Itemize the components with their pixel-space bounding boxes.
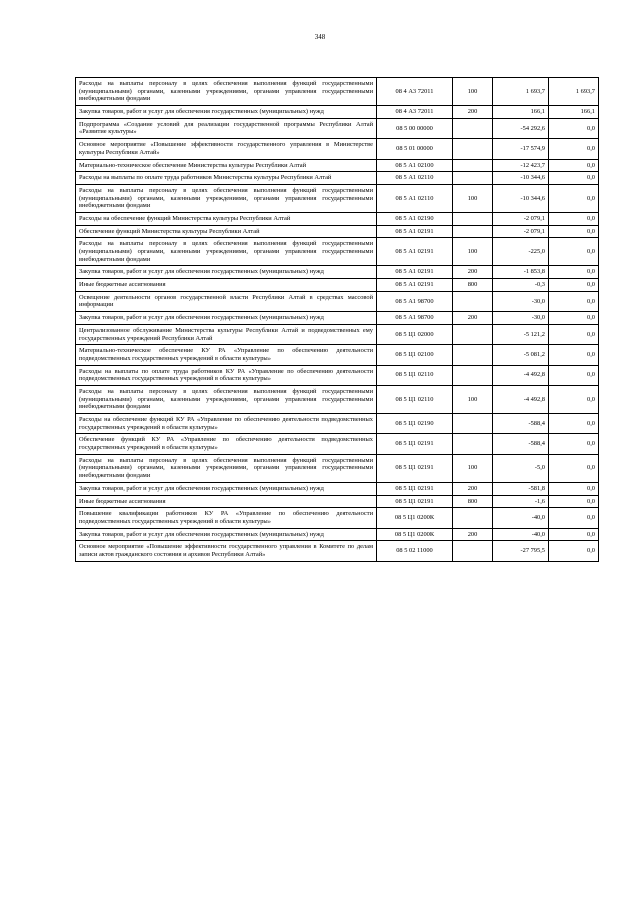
cell-amount-change: -10 344,6 <box>493 184 549 212</box>
cell-amount-second: 0,0 <box>549 238 599 266</box>
cell-amount-change: -2 079,1 <box>493 212 549 225</box>
cell-expense-type <box>453 291 493 311</box>
table-row <box>76 184 599 212</box>
cell-amount-second: 0,0 <box>549 172 599 185</box>
cell-target-code: 08 5 Ц1 02110 <box>377 365 453 385</box>
cell-amount-change: -588,4 <box>493 414 549 434</box>
cell-expense-type <box>453 414 493 434</box>
cell-target-code: 08 5 А1 02191 <box>377 238 453 266</box>
cell-description: Закупка товаров, работ и услуг для обеспечения государственных (муниципальных) нужд <box>76 312 377 325</box>
cell-description: Закупка товаров, работ и услуг для обеспечения государственных (муниципальных) нужд <box>76 528 377 541</box>
cell-amount-second: 0,0 <box>549 528 599 541</box>
cell-amount-second: 0,0 <box>549 279 599 292</box>
cell-expense-type: 200 <box>453 528 493 541</box>
cell-amount-change: 166,1 <box>493 106 549 119</box>
cell-expense-type: 200 <box>453 482 493 495</box>
cell-expense-type: 100 <box>453 385 493 413</box>
cell-amount-change: -5,0 <box>493 454 549 482</box>
cell-expense-type: 100 <box>453 184 493 212</box>
table-row <box>76 365 599 385</box>
cell-expense-type: 200 <box>453 312 493 325</box>
table-row <box>76 454 599 482</box>
cell-amount-change: -10 344,6 <box>493 172 549 185</box>
cell-target-code: 08 5 Ц1 02191 <box>377 482 453 495</box>
cell-description: Расходы на выплаты персоналу в целях обеспечения выполнения функций государственными (муниципальными) органами, казенными учреждениями, органами управления государственными внебюджетными фондами <box>76 78 377 106</box>
cell-target-code: 08 5 А1 02100 <box>377 159 453 172</box>
cell-target-code: 08 5 Ц1 02100 <box>377 345 453 365</box>
cell-description: Повышение квалификации работников КУ РА «Управление по обеспечению деятельности подведомственных государственных учреждений в области культуры» <box>76 508 377 528</box>
cell-expense-type: 800 <box>453 279 493 292</box>
cell-target-code: 08 5 02 11000 <box>377 541 453 561</box>
cell-target-code: 08 5 Ц1 02191 <box>377 495 453 508</box>
cell-amount-change: -2 079,1 <box>493 225 549 238</box>
cell-amount-second: 0,0 <box>549 139 599 159</box>
cell-amount-change: -5 121,2 <box>493 324 549 344</box>
cell-amount-change: -1 853,8 <box>493 266 549 279</box>
cell-description: Основное мероприятие «Повышение эффективности государственного управления в Министерстве культуры Республики Алтай» <box>76 139 377 159</box>
budget-table <box>75 77 599 562</box>
cell-target-code: 08 5 01 00000 <box>377 139 453 159</box>
cell-expense-type <box>453 365 493 385</box>
cell-amount-second: 0,0 <box>549 225 599 238</box>
cell-expense-type <box>453 324 493 344</box>
cell-expense-type <box>453 225 493 238</box>
cell-amount-second: 0,0 <box>549 118 599 138</box>
cell-amount-second: 0,0 <box>549 495 599 508</box>
table-row <box>76 495 599 508</box>
cell-description: Расходы на обеспечение функций КУ РА «Управление по обеспечению деятельности подведомственных государственных учреждений в области культуры» <box>76 414 377 434</box>
cell-target-code: 08 5 А1 02190 <box>377 212 453 225</box>
cell-amount-second: 0,0 <box>549 345 599 365</box>
cell-description: Закупка товаров, работ и услуг для обеспечения государственных (муниципальных) нужд <box>76 482 377 495</box>
cell-amount-change: -40,0 <box>493 528 549 541</box>
cell-amount-change: -4 492,8 <box>493 365 549 385</box>
cell-expense-type <box>453 139 493 159</box>
cell-amount-change: -30,0 <box>493 312 549 325</box>
table-row <box>76 324 599 344</box>
cell-amount-second: 0,0 <box>549 365 599 385</box>
table-row <box>76 159 599 172</box>
cell-target-code: 08 5 Ц1 02190 <box>377 414 453 434</box>
cell-target-code: 08 5 А1 98700 <box>377 312 453 325</box>
cell-expense-type: 200 <box>453 266 493 279</box>
cell-target-code: 08 5 А1 02191 <box>377 279 453 292</box>
cell-amount-change: -0,3 <box>493 279 549 292</box>
table-row <box>76 482 599 495</box>
cell-description: Подпрограмма «Создание условий для реализации государственной программы Республики Алтай «Развитие культуры» <box>76 118 377 138</box>
cell-amount-change: -5 081,2 <box>493 345 549 365</box>
cell-amount-change: -225,0 <box>493 238 549 266</box>
cell-description: Расходы на выплаты по оплате труда работников КУ РА «Управление по обеспечению деятельности подведомственных государственных учреждений в области культуры» <box>76 365 377 385</box>
cell-amount-change: -588,4 <box>493 434 549 454</box>
cell-expense-type <box>453 434 493 454</box>
cell-amount-second: 0,0 <box>549 159 599 172</box>
table-row <box>76 78 599 106</box>
table-row <box>76 434 599 454</box>
table-row <box>76 172 599 185</box>
cell-description: Обеспечение функций КУ РА «Управление по обеспечению деятельности подведомственных государственных учреждений в области культуры» <box>76 434 377 454</box>
cell-target-code: 08 5 А1 02191 <box>377 266 453 279</box>
cell-description: Расходы на выплаты персоналу в целях обеспечения выполнения функций государственными (муниципальными) органами, казенными учреждениями, органами управления государственными внебюджетными фондами <box>76 184 377 212</box>
cell-amount-change: -30,0 <box>493 291 549 311</box>
cell-target-code: 08 5 А1 02110 <box>377 172 453 185</box>
cell-expense-type <box>453 118 493 138</box>
cell-description: Расходы на выплаты по оплате труда работников Министерства культуры Республики Алтай <box>76 172 377 185</box>
cell-expense-type <box>453 159 493 172</box>
cell-amount-change: -12 423,7 <box>493 159 549 172</box>
cell-description: Закупка товаров, работ и услуг для обеспечения государственных (муниципальных) нужд <box>76 106 377 119</box>
cell-amount-second: 0,0 <box>549 414 599 434</box>
cell-description: Освещение деятельности органов государственной власти Республики Алтай в средствах массовой информации <box>76 291 377 311</box>
cell-description: Материально-техническое обеспечение КУ РА «Управление по обеспечению деятельности подведомственных государственных учреждений в области культуры» <box>76 345 377 365</box>
cell-expense-type: 100 <box>453 454 493 482</box>
cell-amount-change: 1 693,7 <box>493 78 549 106</box>
cell-target-code: 08 4 А3 72011 <box>377 106 453 119</box>
table-row <box>76 212 599 225</box>
cell-expense-type <box>453 508 493 528</box>
table-row <box>76 266 599 279</box>
cell-amount-second: 0,0 <box>549 385 599 413</box>
cell-amount-second: 0,0 <box>549 508 599 528</box>
cell-expense-type: 100 <box>453 78 493 106</box>
cell-amount-second: 0,0 <box>549 454 599 482</box>
cell-description: Материально-техническое обеспечение Министерства культуры Республики Алтай <box>76 159 377 172</box>
cell-description: Обеспечение функций Министерства культуры Республики Алтай <box>76 225 377 238</box>
cell-target-code: 08 5 00 00000 <box>377 118 453 138</box>
table-row <box>76 238 599 266</box>
cell-amount-second: 0,0 <box>549 312 599 325</box>
table-row <box>76 528 599 541</box>
cell-amount-change: -4 492,8 <box>493 385 549 413</box>
table-row <box>76 345 599 365</box>
cell-amount-second: 1 693,7 <box>549 78 599 106</box>
table-row <box>76 225 599 238</box>
cell-description: Расходы на обеспечение функций Министерства культуры Республики Алтай <box>76 212 377 225</box>
cell-amount-change: -27 795,5 <box>493 541 549 561</box>
cell-description: Расходы на выплаты персоналу в целях обеспечения выполнения функций государственными (муниципальными) органами, казенными учреждениями, органами управления государственными внебюджетными фондами <box>76 454 377 482</box>
cell-description: Расходы на выплаты персоналу в целях обеспечения выполнения функций государственными (муниципальными) органами, казенными учреждениями, органами управления государственными внебюджетными фондами <box>76 238 377 266</box>
cell-target-code: 08 4 А3 72011 <box>377 78 453 106</box>
cell-target-code: 08 5 Ц1 02110 <box>377 385 453 413</box>
cell-target-code: 08 5 А1 98700 <box>377 291 453 311</box>
cell-amount-second: 0,0 <box>549 266 599 279</box>
cell-description: Иные бюджетные ассигнования <box>76 495 377 508</box>
cell-amount-second: 0,0 <box>549 434 599 454</box>
table-row <box>76 541 599 561</box>
cell-expense-type <box>453 212 493 225</box>
table-row <box>76 414 599 434</box>
cell-amount-second: 0,0 <box>549 184 599 212</box>
cell-target-code: 08 5 Ц1 02191 <box>377 454 453 482</box>
table-row <box>76 279 599 292</box>
table-row <box>76 139 599 159</box>
cell-amount-change: -1,6 <box>493 495 549 508</box>
cell-target-code: 08 5 А1 02191 <box>377 225 453 238</box>
table-row <box>76 291 599 311</box>
cell-amount-second: 0,0 <box>549 324 599 344</box>
cell-amount-change: -17 574,9 <box>493 139 549 159</box>
cell-description: Расходы на выплаты персоналу в целях обеспечения выполнения функций государственными (муниципальными) органами, казенными учреждениями, органами управления государственными внебюджетными фондами <box>76 385 377 413</box>
cell-target-code: 08 5 Ц1 02191 <box>377 434 453 454</box>
cell-description: Централизованное обслуживание Министерства культуры Республики Алтай и подведомственных ему государственных учреждений Республики Алтай <box>76 324 377 344</box>
cell-expense-type <box>453 345 493 365</box>
cell-target-code: 08 5 А1 02110 <box>377 184 453 212</box>
cell-expense-type <box>453 172 493 185</box>
cell-description: Основное мероприятие «Повышение эффективности государственного управления в Комитете по делам записи актов гражданского состояния и архивов Республики Алтай» <box>76 541 377 561</box>
cell-amount-second: 0,0 <box>549 482 599 495</box>
cell-expense-type <box>453 541 493 561</box>
cell-target-code: 08 5 Ц1 0200К <box>377 508 453 528</box>
cell-amount-second: 166,1 <box>549 106 599 119</box>
table-row <box>76 508 599 528</box>
cell-amount-second: 0,0 <box>549 212 599 225</box>
cell-target-code: 08 5 Ц1 02000 <box>377 324 453 344</box>
cell-amount-change: -581,8 <box>493 482 549 495</box>
table-row <box>76 312 599 325</box>
cell-description: Иные бюджетные ассигнования <box>76 279 377 292</box>
cell-amount-change: -54 292,6 <box>493 118 549 138</box>
table-row <box>76 385 599 413</box>
page-number: 348 <box>314 33 326 41</box>
cell-target-code: 08 5 Ц1 0200К <box>377 528 453 541</box>
cell-amount-second: 0,0 <box>549 291 599 311</box>
cell-description: Закупка товаров, работ и услуг для обеспечения государственных (муниципальных) нужд <box>76 266 377 279</box>
table-row <box>76 106 599 119</box>
table-row <box>76 118 599 138</box>
cell-expense-type: 800 <box>453 495 493 508</box>
cell-expense-type: 100 <box>453 238 493 266</box>
cell-expense-type: 200 <box>453 106 493 119</box>
cell-amount-second: 0,0 <box>549 541 599 561</box>
cell-amount-change: -40,0 <box>493 508 549 528</box>
